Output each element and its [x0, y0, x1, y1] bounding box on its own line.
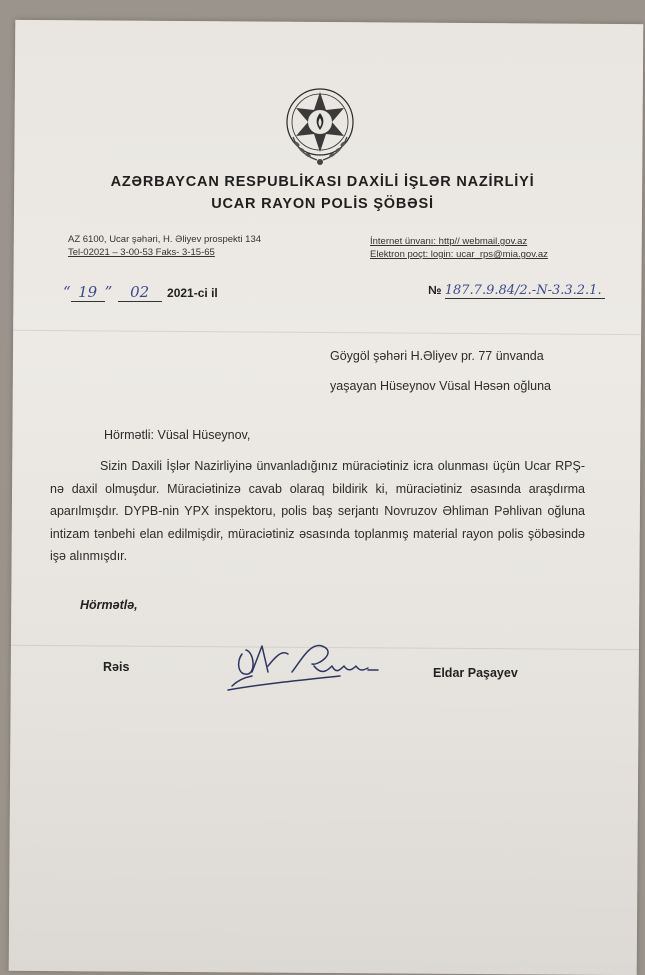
recipient-name: yaşayan Hüseynov Vüsal Həsən oğluna: [330, 379, 551, 393]
letter-body-text: Sizin Daxili İşlər Nazirliyinə ünvanladığınız müraciətiniz icra olunması üçün Ucar RPŞ-nə daxil olmuşdur. Müraciətinizə cavab olaraq bildirik ki, müraciətiniz əsasında araşdırma aparılmışdır. DYPB-nin YPX inspektoru, polis baş serjantı Novruzov Əhliman Pəhlivan oğluna intizam tənbehi elan edilmişdir, müraciətiniz əsasında toplanmış material rayon polis şöbəsində işə alınmışdır.: [50, 459, 585, 563]
azerbaijan-state-emblem-icon: [281, 82, 359, 168]
ministry-title: AZƏRBAYCAN RESPUBLİKASI DAXİLİ İŞLƏR NAZİRLİYİ: [110, 174, 535, 190]
contact-block: [370, 235, 548, 261]
contact-email: Elektron poçt: login: ucar_rps@mia.gov.az: [370, 249, 548, 260]
date-month: 02: [118, 283, 162, 302]
address-phone: Tel-02021 – 3-00-53 Faks- 3-15-65: [68, 247, 215, 258]
signatory-name: Eldar Paşayev: [433, 666, 518, 680]
number-sign: №: [428, 283, 442, 297]
paper-fold: [13, 330, 641, 335]
greeting: Hörmətli: Vüsal Hüseynov,: [104, 428, 251, 442]
date-close-quote: ”: [104, 283, 113, 301]
number-value: 187.7.9.84/2.-N-3.3.2.1.: [445, 283, 605, 299]
letter-date: [63, 283, 218, 302]
closing-salutation: Hörmətlə,: [80, 598, 138, 612]
date-year: 2021-ci il: [167, 286, 218, 300]
date-open-quote: “: [63, 283, 71, 301]
signatory-role: Rəis: [103, 660, 130, 674]
contact-website: İnternet ünvanı: http// webmail.gov.az: [370, 236, 528, 247]
date-day: 19: [71, 283, 105, 302]
letter-body: [50, 455, 585, 568]
recipient-address: Göygöl şəhəri H.Əliyev pr. 77 ünvanda: [330, 349, 544, 363]
department-title: UCAR RAYON POLİS ŞÖBƏSİ: [211, 196, 434, 212]
handwritten-signature: [222, 632, 392, 700]
letter-number: [428, 283, 605, 299]
address-block: [68, 233, 261, 259]
recipient-block: [330, 341, 551, 401]
address-street: AZ 6100, Ucar şəhəri, H. Əliyev prospekti 134: [68, 234, 262, 245]
